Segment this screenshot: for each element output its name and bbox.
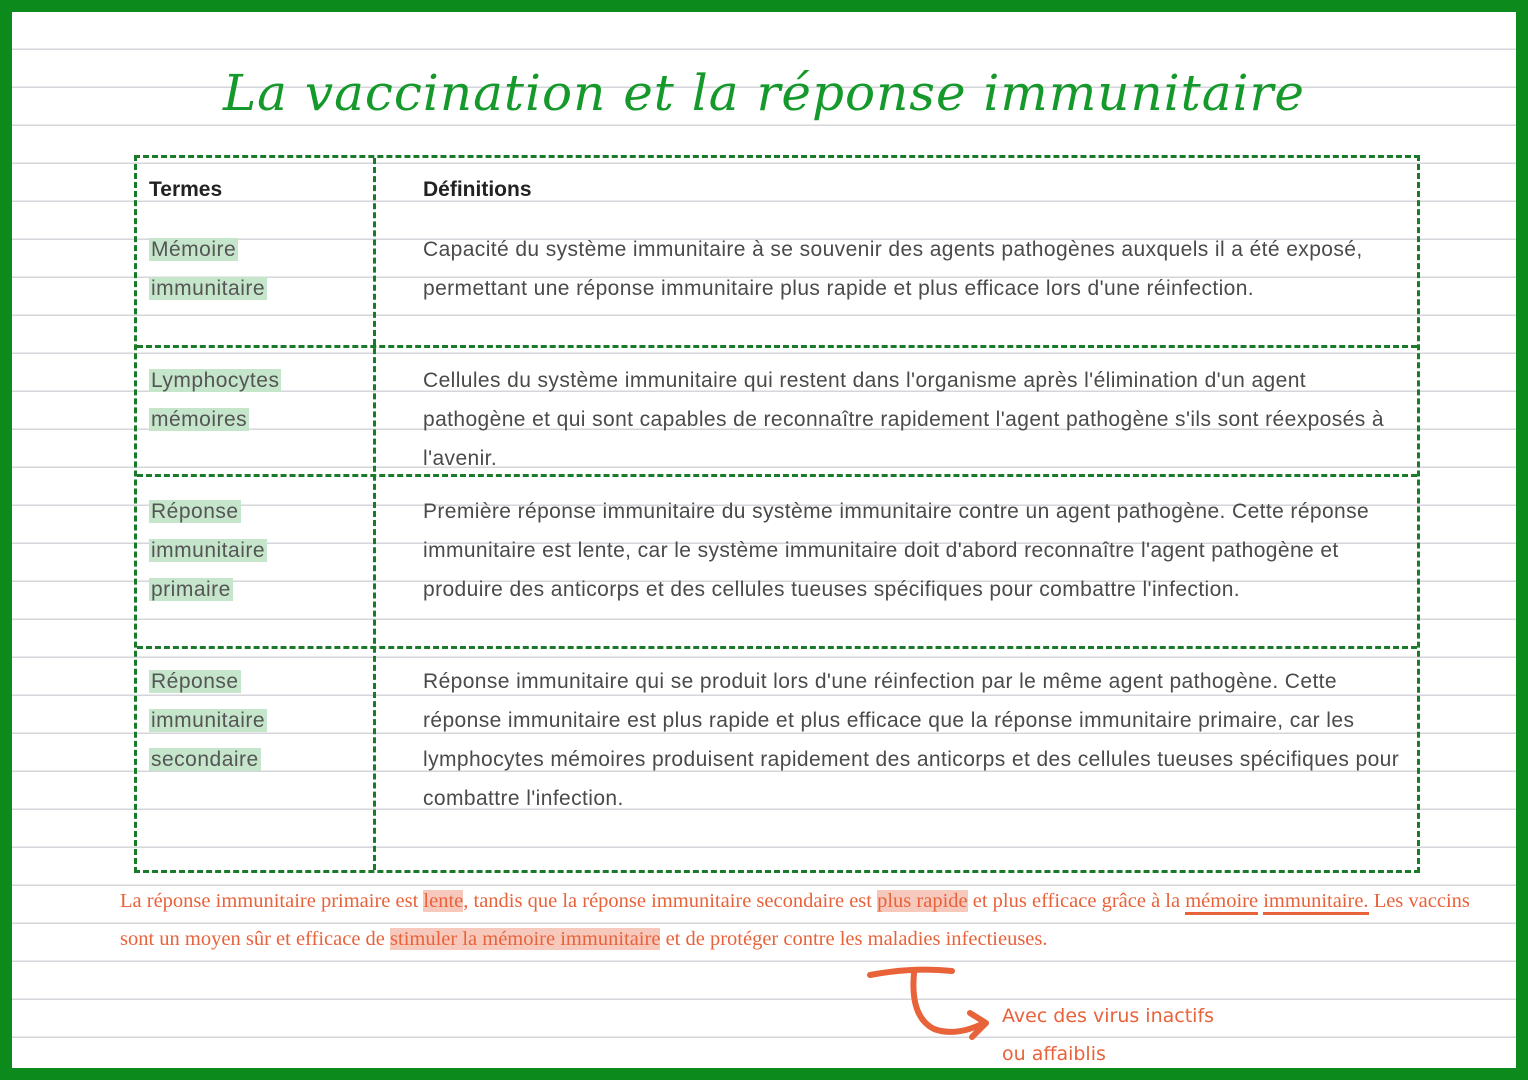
summary-text: Les vaccins sont un moyen sûr et efficace de: [120, 890, 1470, 950]
highlight-stimuler: stimuler la mémoire immunitaire: [390, 928, 661, 950]
underline-memoire: mémoire: [1185, 890, 1258, 915]
term-line: Réponse: [151, 500, 239, 523]
note-line: Avec des virus inactifs: [1002, 1005, 1215, 1027]
header-terms: Termes: [149, 178, 223, 201]
term-line: Réponse: [151, 670, 239, 693]
note-line: ou affaiblis: [1002, 1043, 1106, 1065]
term-cell: [149, 361, 359, 439]
term-line: mémoires: [151, 408, 248, 431]
highlight-plus-rapide: plus rapide: [877, 890, 968, 912]
highlight-lente: lente: [423, 890, 464, 912]
term-line: secondaire: [151, 748, 259, 771]
underline-immunitaire: immunitaire.: [1263, 890, 1368, 915]
term-cell: [149, 662, 359, 779]
handwritten-note: [1002, 997, 1214, 1073]
term-line: Lymphocytes: [151, 369, 280, 392]
row-divider: [137, 345, 1417, 348]
summary-text: La réponse immunitaire primaire est: [120, 890, 424, 912]
row-divider: [137, 646, 1417, 649]
term-line: immunitaire: [151, 277, 266, 300]
term-cell: [149, 492, 359, 609]
definition-cell: Cellules du système immunitaire qui restent dans l'organisme après l'élimination d'un agent pathogène et qui sont capables de reconnaître rapidement l'agent pathogène s'ils sont réexposés à l'avenir.: [423, 369, 1384, 470]
term-line: Mémoire: [151, 238, 237, 261]
term-cell: [149, 230, 359, 308]
summary-text: , tandis que la réponse immunitaire secondaire est: [463, 890, 878, 912]
row-divider: [137, 474, 1417, 477]
column-divider: [373, 158, 376, 870]
definitions-table: [134, 155, 1420, 873]
summary-paragraph: [120, 882, 1490, 958]
term-line: immunitaire: [151, 539, 266, 562]
term-line: primaire: [151, 578, 231, 601]
header-definitions: Définitions: [423, 178, 532, 201]
definition-cell: Réponse immunitaire qui se produit lors d'une réinfection par le même agent pathogène. Cette réponse immunitaire est plus rapide et plus efficace que la réponse immunitaire primaire, car les lymphocytes mémoires produisent rapidement des anticorps et des cellules tueuses spécifiques pour combattre l'infection.: [423, 670, 1400, 810]
summary-text: et plus efficace grâce à la: [967, 890, 1186, 912]
curved-arrow-icon: [852, 957, 1002, 1057]
definition-cell: Première réponse immunitaire du système immunitaire contre un agent pathogène. Cette réponse immunitaire est lente, car le système immunitaire doit d'abord reconnaître l'agent pathogène et produire des anticorps et des cellules tueuses spécifiques pour combattre l'infection.: [423, 500, 1370, 601]
definition-cell: Capacité du système immunitaire à se souvenir des agents pathogènes auxquels il a été exposé, permettant une réponse immunitaire plus rapide et plus efficace lors d'une réinfection.: [423, 238, 1363, 300]
term-line: immunitaire: [151, 709, 266, 732]
page-title: La vaccination et la réponse immunitaire: [222, 64, 1306, 122]
summary-text: et de protéger contre les maladies infectieuses.: [660, 928, 1048, 950]
